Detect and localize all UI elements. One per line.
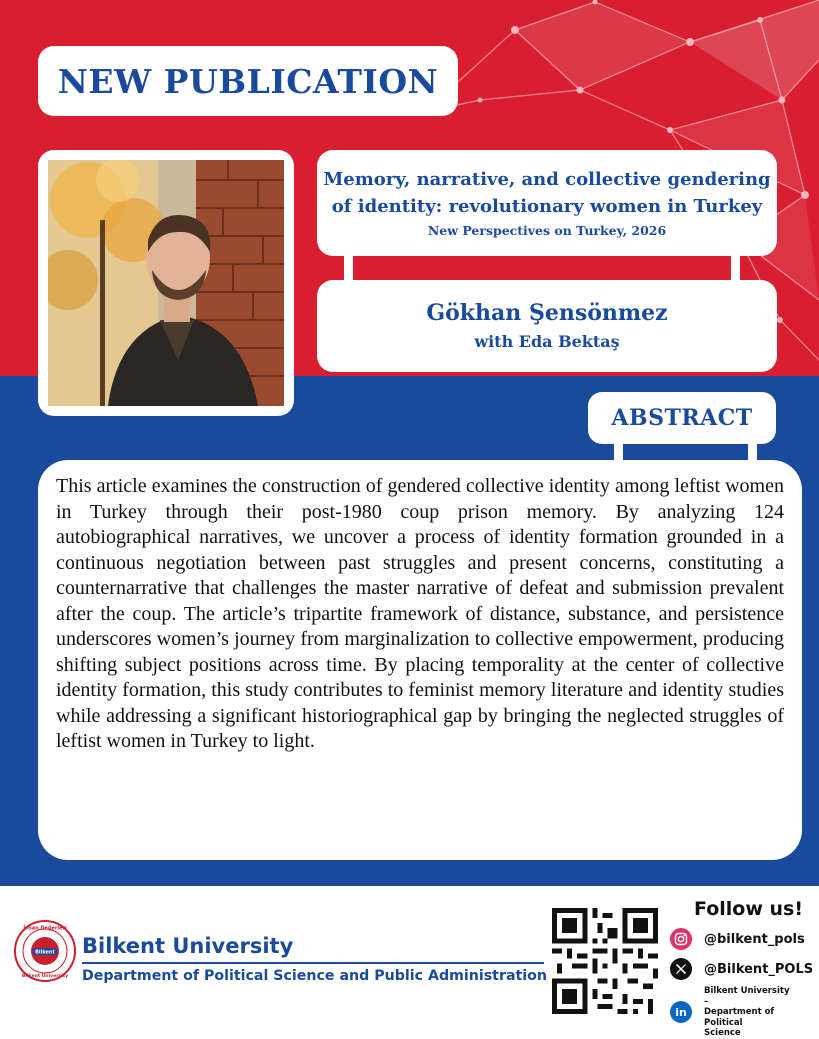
university-logo bbox=[14, 920, 76, 982]
linkedin-handle[interactable] bbox=[704, 986, 794, 1039]
linkedin-line-1: Bilkent University – bbox=[704, 986, 790, 1007]
logo-center-text: Bilkent bbox=[35, 949, 55, 956]
headline-box bbox=[38, 46, 458, 116]
linkedin-row[interactable] bbox=[670, 986, 794, 1039]
instagram-icon[interactable] bbox=[670, 928, 692, 950]
department-name: Department of Political Science and Public Administration bbox=[82, 968, 548, 984]
university-name: Bilkent University bbox=[82, 934, 294, 958]
abstract-box bbox=[38, 460, 802, 860]
publication-title bbox=[317, 166, 777, 220]
coauthor-name: with Eda Bektaş bbox=[474, 332, 620, 351]
abstract-label: ABSTRACT bbox=[611, 405, 753, 431]
x-icon[interactable] bbox=[670, 958, 692, 980]
linkedin-line-2: Department of Political bbox=[704, 1007, 775, 1028]
author-photo bbox=[48, 160, 284, 406]
abstract-label-box bbox=[588, 392, 776, 444]
instagram-row[interactable] bbox=[670, 928, 805, 950]
footer-divider bbox=[82, 962, 544, 964]
x-handle[interactable]: @Bilkent_POLS bbox=[704, 961, 814, 977]
logo-top-text: İnsan Değerleri bbox=[23, 925, 67, 932]
author-box bbox=[317, 280, 777, 372]
linkedin-icon[interactable]: in bbox=[670, 1001, 692, 1023]
x-row[interactable] bbox=[670, 958, 813, 980]
linkedin-line-3: Science bbox=[704, 1028, 741, 1038]
instagram-handle[interactable]: @bilkent_pols bbox=[704, 931, 805, 947]
headline: NEW PUBLICATION bbox=[57, 61, 439, 101]
follow-us-label: Follow us! bbox=[694, 898, 804, 920]
author-photo-frame bbox=[38, 150, 294, 416]
qr-code[interactable] bbox=[552, 907, 658, 1015]
abstract-text: This article examines the construction of gendered collective identity among leftist women in Turkey through their post-1980 coup prison memory. By analyzing 124 autobiographical narratives, we uncover a process of identity formation grounded in a continuous negotiation between past struggles and present concerns, constituting a counternarrative that challenges the master narrative of defeat and submission prevalent after the coup. The article’s tripartite framework of distance, substance, and persistence underscores women’s journey from marginalization to collective empowerment, producing shifting subject positions across time. By placing temporality at the center of collective identity formation, this study contributes to feminist memory literature and identity studies while addressing a significant historiographical gap by bringing the neglected struggles of leftist women in Turkey to light. bbox=[56, 475, 784, 752]
author-name: Gökhan Şensönmez bbox=[426, 300, 668, 326]
publication-title-line-2: of identity: revolutionary women in Turkey bbox=[331, 196, 763, 217]
logo-bottom-text: Bilkent University bbox=[21, 974, 69, 979]
publication-title-box bbox=[317, 150, 777, 256]
publication-title-line-1: Memory, narrative, and collective gendering bbox=[323, 169, 771, 190]
journal-citation: New Perspectives on Turkey, 2026 bbox=[427, 223, 667, 238]
